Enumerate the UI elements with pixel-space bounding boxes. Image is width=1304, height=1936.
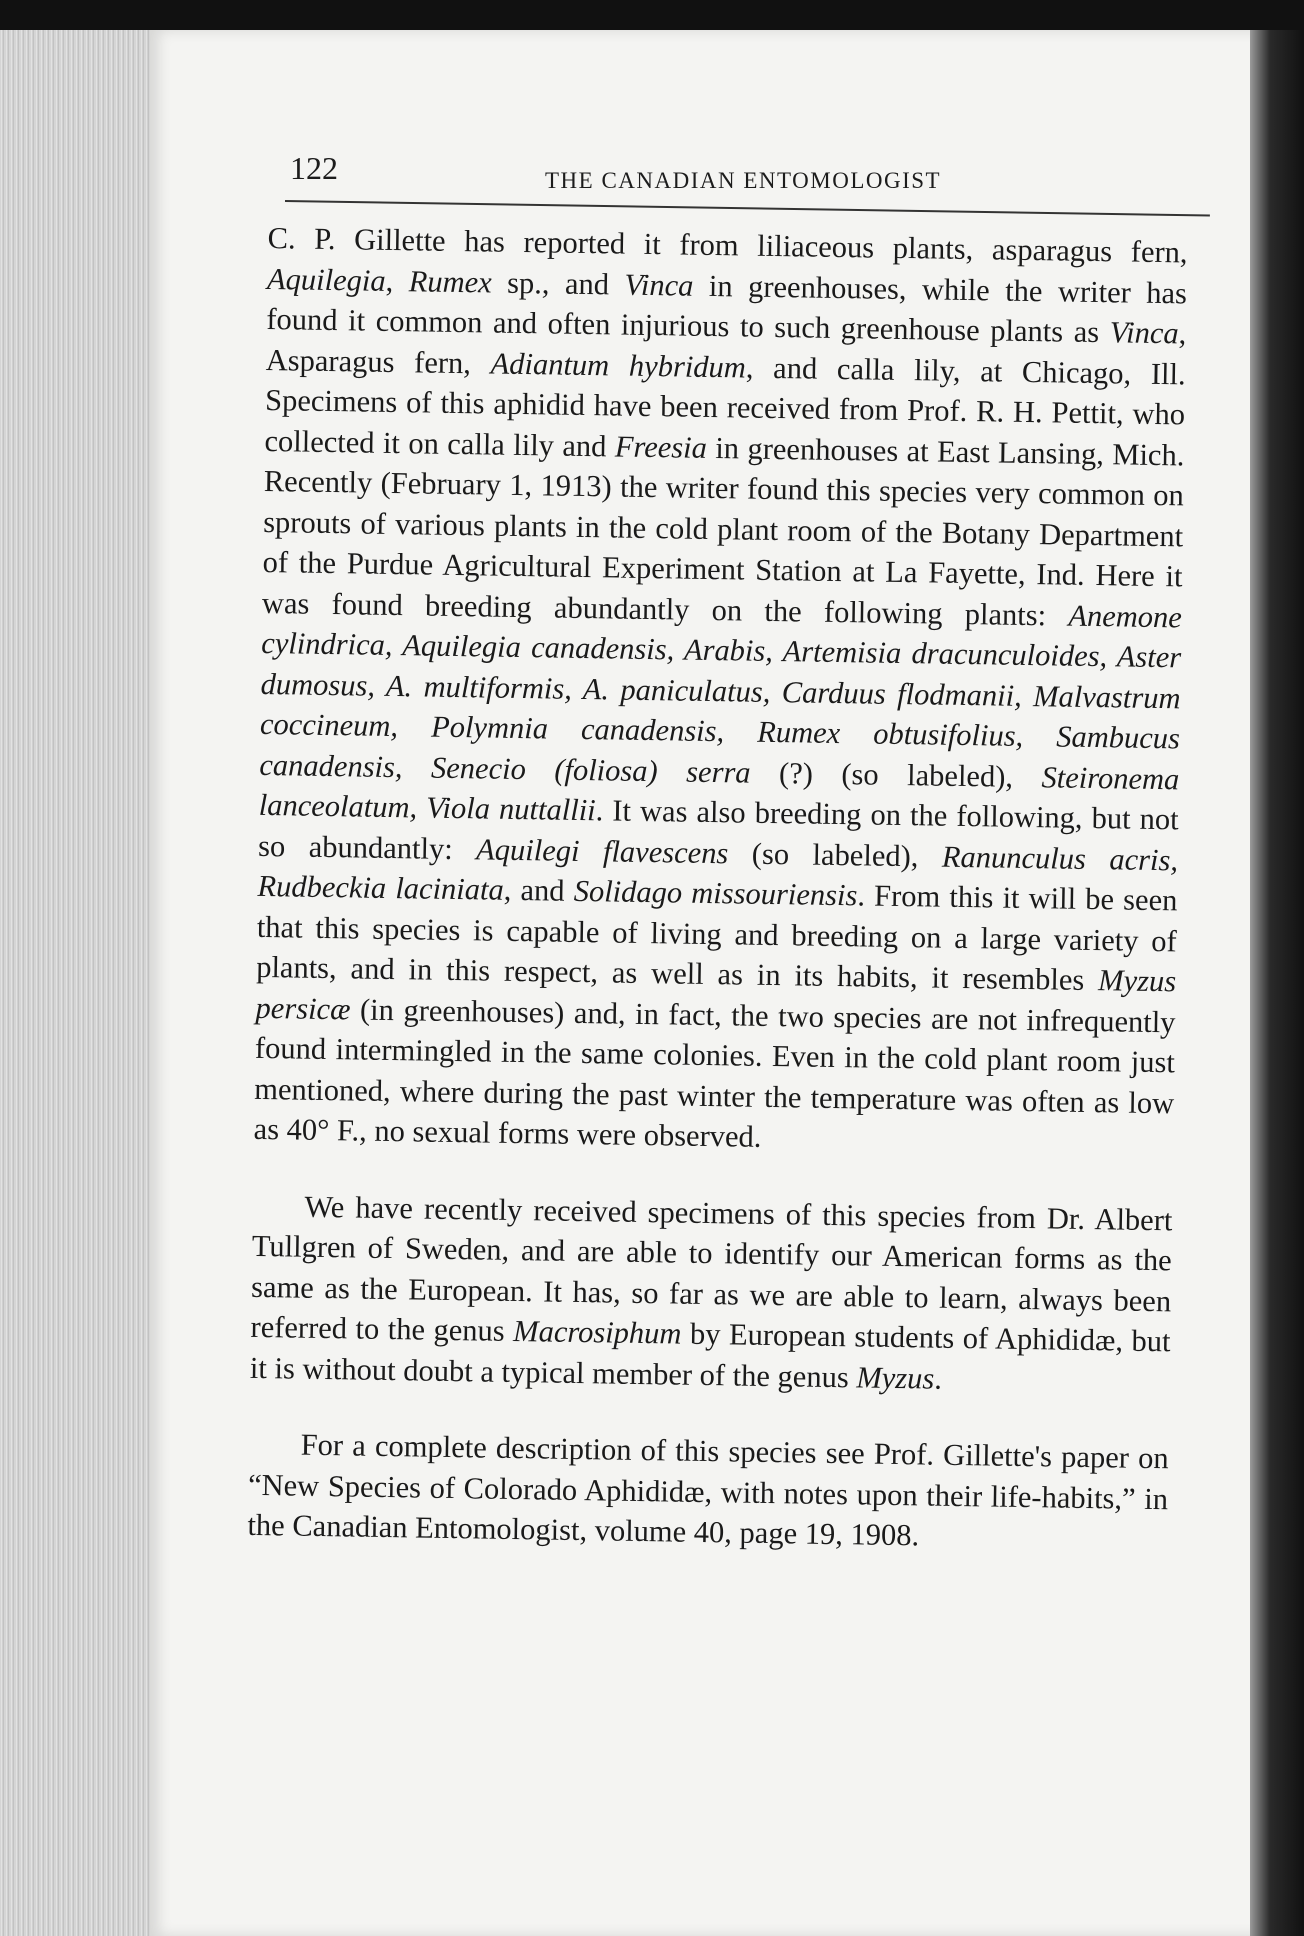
text-run: by European students of Aphididæ, but it is without doubt a typical member of the genus: [249, 1316, 1171, 1394]
italic-text: Solidago missouriensis: [573, 873, 858, 913]
text-run: . From this it will be seen that this species is capable of living and breeding on a large variety of plants, and in this respect, as well as in its habits, it resembles: [255, 878, 1178, 998]
text-run: . It was also breeding on the following, but not so abundantly:: [257, 793, 1179, 866]
text-run: in greenhouses, while the writer has found it common and often injurious to such greenhouse plants as: [266, 268, 1188, 350]
text-run: , and calla lily, at Chicago, Ill. Specimens of this aphidid have been received from Prof. R. H. Pettit, who collected it on calla lily and: [264, 350, 1186, 463]
text-run: in greenhouses at East Lansing, Mich. Recently (February 1, 1913) the writer found this species very common on sprouts of various plants in the cold plant room of the Botany Department of the Purdue Agricultural Experiment Station at La Fayette, Ind. Here it was found breeding abundantly on the following plants:: [261, 430, 1185, 633]
text-run: .: [934, 1361, 943, 1396]
paragraph-3: [247, 1424, 1169, 1560]
italic-text: Rumex: [408, 263, 492, 300]
italic-text: Aquilegia: [266, 261, 386, 298]
text-run: , Asparagus fern,: [265, 316, 1187, 381]
text-run: , and: [503, 872, 575, 908]
italic-text: Adiantum hybridum: [490, 346, 747, 385]
paragraph-1: [253, 218, 1188, 1164]
book-page-edges: [0, 30, 160, 1936]
page-header: [290, 150, 1210, 200]
text-run: (in greenhouses) and, in fact, the two species are not infrequently found intermingled in the same colonies. Even in the cold plant room just mentioned, where during the past winter the temperature was often as low as 40° F., no sexual forms were observed.: [253, 991, 1176, 1154]
text-run: (so labeled),: [728, 835, 943, 874]
italic-text: Vinca: [624, 267, 694, 303]
italic-text: Myzus: [856, 1359, 935, 1396]
text-run: (?) (so labeled),: [750, 755, 1042, 794]
scan-right-border: [1250, 30, 1304, 1936]
paragraph-2: [250, 1185, 1173, 1402]
italic-text: Aquilegi flavescens: [475, 831, 729, 870]
italic-text: Myzus persicæ: [255, 963, 1177, 1026]
body-text: [247, 218, 1188, 1596]
italic-text: Steironema lanceolatum, Viola nuttallii: [258, 759, 1180, 828]
text-run: We have recently received specimens of this species from Dr. Albert Tullgren of Sweden, and are able to identify our American forms as the same as the European. It has, so far as we are able to learn, always been referred to the genus: [250, 1189, 1173, 1348]
italic-text: Freesia: [614, 428, 708, 465]
italic-text: Macrosiphum: [512, 1313, 682, 1351]
italic-text: Anemone cylindrica, Aquilegia canadensis, Arabis, Artemisia dracunculoides, Aster dumosus, A. multiformis, A. paniculatus, Carduus flodmanii, Malvastrum coccineum, Polymnia canadensis, Rumex obtusifolius, Sambucus canadensis, Senecio (foliosa) serra: [259, 598, 1183, 790]
text-run: sp., and: [491, 265, 625, 302]
italic-text: Ranunculus acris, Rudbeckia laciniata: [257, 839, 1179, 907]
text-run: C. P. Gillette has reported it from liliaceous plants, asparagus fern,: [267, 220, 1188, 270]
italic-text: Vinca: [1109, 315, 1179, 351]
page-number: 122: [290, 150, 338, 186]
running-title: THE CANADIAN ENTOMOLOGIST: [545, 168, 942, 193]
text-run: ,: [385, 263, 410, 298]
text-run: For a complete description of this species see Prof. Gillette's paper on “New Species of Colorado Aphididæ, with notes upon their life-habits,” in the Canadian Entomologist, volume 40, page 19, 1908.: [247, 1427, 1169, 1553]
